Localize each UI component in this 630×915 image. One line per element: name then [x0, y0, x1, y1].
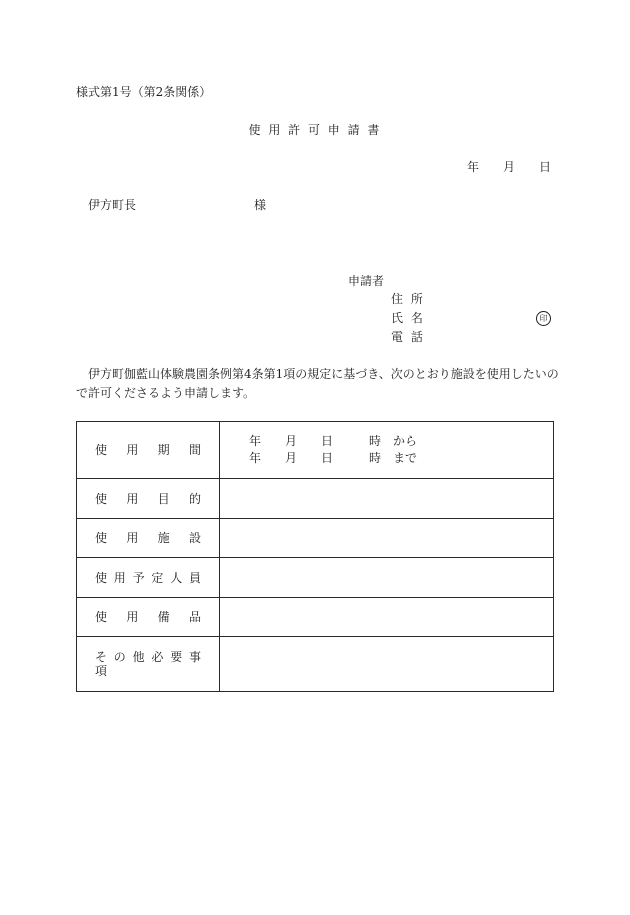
- row-label-cell: [77, 479, 220, 518]
- row-label: 使 用 備 品: [95, 610, 201, 624]
- usage-purpose-field: [220, 479, 553, 518]
- row-label-cell: [77, 519, 220, 557]
- name-label: 氏 名: [391, 311, 425, 325]
- table-row-other-matters: [77, 636, 553, 691]
- application-table: [76, 421, 554, 692]
- other-matters-field: [220, 637, 553, 691]
- intro-text-line-2: で許可くださるよう申請します。: [76, 386, 256, 400]
- table-row-facility: [77, 518, 553, 557]
- row-label-cell: [77, 558, 220, 597]
- table-row-expected-people: [77, 557, 553, 597]
- row-label: そ の 他 必 要 事 項: [95, 650, 201, 678]
- table-row-equipment: [77, 597, 553, 636]
- expected-people-field: [220, 558, 553, 597]
- table-row-usage-purpose: [77, 478, 553, 518]
- row-label: 使 用 目 的: [95, 491, 201, 506]
- row-label-cell: [77, 598, 220, 636]
- phone-label: 電 話: [391, 330, 425, 344]
- row-label-cell: [77, 637, 220, 691]
- address-label: 住 所: [391, 292, 425, 306]
- applicant-heading: 申請者: [348, 274, 385, 288]
- row-label: 使 用 施 設: [95, 531, 201, 545]
- table-row-usage-period: [77, 422, 553, 478]
- facility-field: [220, 519, 553, 557]
- period-start-line: 年 月 日 時 から: [249, 434, 418, 448]
- seal-mark-icon: 印: [536, 311, 551, 326]
- equipment-field: [220, 598, 553, 636]
- addressee-name: 伊方町長: [88, 198, 137, 212]
- addressee-honorific: 様: [254, 198, 267, 212]
- document-title: 使 用 許 可 申 請 書: [248, 123, 382, 137]
- form-number: 様式第1号（第2条関係）: [76, 85, 212, 99]
- period-end-line: 年 月 日 時 まで: [249, 451, 418, 465]
- row-label: 使 用 予 定 人 員: [95, 570, 201, 585]
- date-month-label: 月: [503, 160, 516, 174]
- intro-text-line-1: 伊方町伽藍山体験農園条例第4条第1項の規定に基づき、次のとおり施設を使用したいの: [88, 367, 559, 381]
- usage-period-field: [220, 422, 553, 478]
- row-label-cell: [77, 422, 220, 478]
- date-day-label: 日: [539, 160, 552, 174]
- row-label: 使 用 期 間: [95, 443, 201, 457]
- date-year-label: 年: [467, 160, 480, 174]
